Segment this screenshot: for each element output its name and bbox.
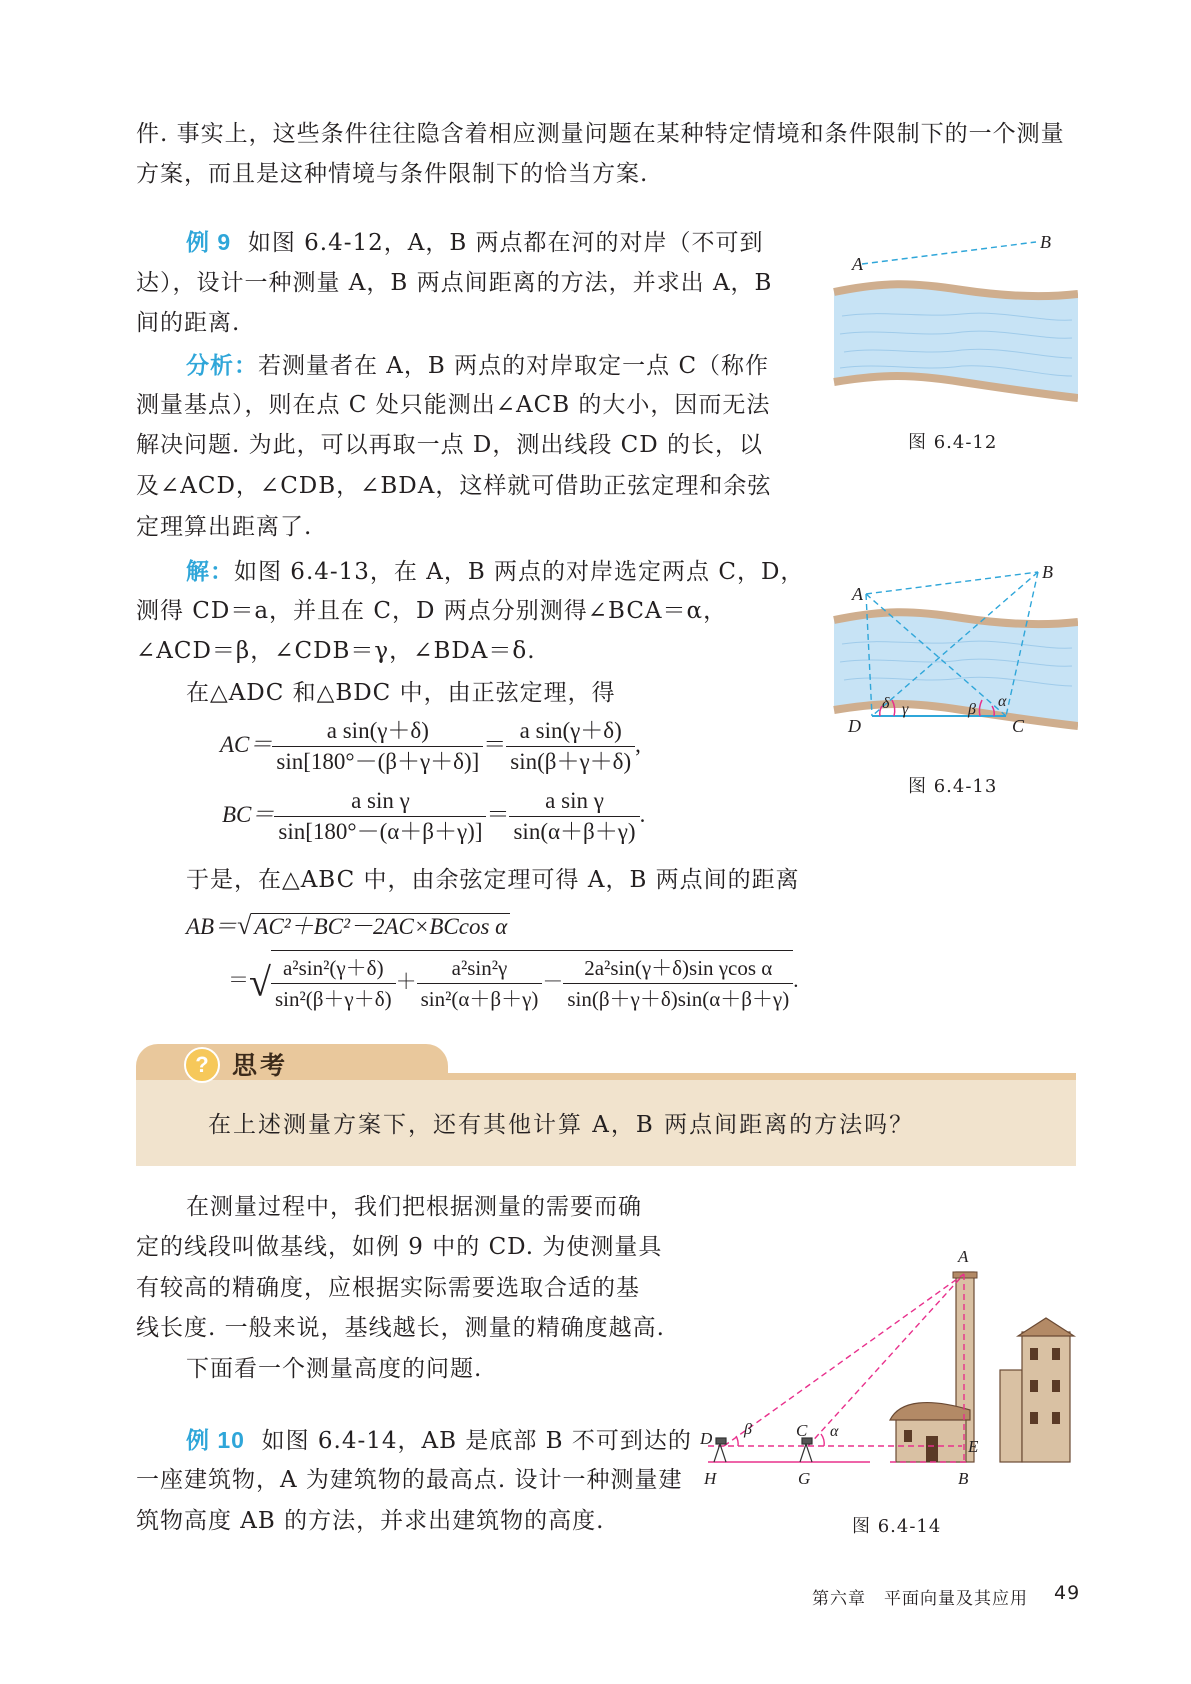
label-delta: δ	[882, 695, 890, 712]
label-E: E	[968, 1437, 979, 1456]
example10-text: 如图 6.4-14，AB 是底部 B 不可到达的	[261, 1428, 692, 1454]
label-A: A	[958, 1247, 969, 1266]
baseline-line2: 定的线段叫做基线，如例 9 中的 CD. 为使测量具	[136, 1234, 663, 1260]
analysis-label: 分析：	[186, 352, 258, 378]
analysis-line4: 及∠ACD，∠CDB，∠BDA，这样就可借助正弦定理和余弦	[136, 473, 772, 499]
example9-line1	[186, 222, 764, 264]
label-D: D	[700, 1429, 713, 1448]
baseline-line1: 在测量过程中，我们把根据测量的需要而确	[186, 1194, 642, 1220]
label-alpha: α	[998, 693, 1007, 710]
term1: $\frac{\text{a²sin²(γ＋δ)}}{\text{sin²(β＋γ＋δ)}}$	[271, 953, 396, 1014]
figure-6-4-13	[822, 560, 1078, 755]
solution-line4: 在△ADC 和△BDC 中，由正弦定理，得	[186, 680, 616, 706]
label-alpha: α	[830, 1423, 839, 1440]
solution-text: 如图 6.4-13，在 A，B 两点的对岸选定两点 C，D，	[234, 559, 805, 585]
ac-formula: AC＝ $\frac{\text{a sin(γ＋δ)}}{\sin[180^\circ-(\beta+\gamma+\delta)]}$ ＝ $\frac{\text{a sin(γ＋δ)}}{\sin(\beta+\gamma+\delta)}$ ,	[220, 716, 641, 777]
ab-lhs: AB＝	[186, 914, 238, 939]
label-A: A	[852, 254, 863, 274]
bc-frac1: $\frac{\text{a sin γ}}{\sin[180^\circ-(\alpha+\beta+\gamma)]}$	[274, 786, 486, 847]
solution-label: 解：	[186, 558, 234, 584]
baseline-line5: 下面看一个测量高度的问题.	[186, 1356, 483, 1382]
ac-frac1: $\frac{\text{a sin(γ＋δ)}}{\sin[180^\circ-(\beta+\gamma+\delta)]}$	[272, 716, 483, 777]
analysis-line3: 解决问题. 为此，可以再取一点 D，测出线段 CD 的长，以	[136, 432, 764, 458]
term2: $\frac{\text{a²sin²γ}}{\text{sin²(α＋β＋γ)}}$	[417, 953, 543, 1014]
bc-formula: BC＝ $\frac{\text{a sin γ}}{\sin[180^\circ-(\alpha+\beta+\gamma)]}$ ＝ $\frac{\text{a sin γ}}{\sin(\alpha+\beta+\gamma)}$ .	[222, 786, 645, 847]
question-icon: ?	[184, 1047, 220, 1083]
solution-line5: 于是，在△ABC 中，由余弦定理可得 A，B 两点间的距离	[186, 867, 800, 893]
figure-6-4-14	[700, 1240, 1080, 1490]
page-number: 49	[1054, 1582, 1081, 1604]
think-text: 在上述测量方案下，还有其他计算 A，B 两点间距离的方法吗？	[208, 1112, 915, 1138]
analysis-line2: 测量基点），则在点 C 处只能测出∠ACB 的大小，因而无法	[136, 392, 771, 418]
example10-line1	[186, 1420, 692, 1462]
paragraph-line: 方案，而且是这种情境与条件限制下的恰当方案.	[136, 161, 649, 187]
analysis-line1	[186, 345, 769, 387]
label-gamma: γ	[902, 701, 909, 718]
figure-6-4-12	[822, 226, 1078, 416]
label-G: G	[798, 1469, 811, 1488]
example9-line2: 达），设计一种测量 A，B 两点间距离的方法，并求出 A，B	[136, 270, 773, 296]
solution-line2: 测得 CD＝a，并且在 C，D 两点分别测得∠BCA＝α，	[136, 598, 728, 624]
ac-frac2: $\frac{\text{a sin(γ＋δ)}}{\sin(\beta+\gamma+\delta)}$	[506, 716, 635, 777]
ab-dashed-line	[862, 242, 1036, 264]
figure-6-4-12-caption: 图 6.4-12	[908, 432, 998, 453]
term3: $\frac{\text{2a²sin(γ＋δ)sin γcos α}}{\sin(\beta+\gamma+\delta)\sin(\alpha+\beta+\gamma)}$	[563, 953, 793, 1014]
bc-frac2: $\frac{\text{a sin γ}}{\sin(\alpha+\beta+\gamma)}$	[509, 786, 639, 847]
example10-label: 例 10	[186, 1427, 245, 1453]
paragraph-line: 件. 事实上，这些条件往往隐含着相应测量问题在某种特定情境和条件限制下的一个测量	[136, 121, 1065, 147]
label-C: C	[1012, 716, 1025, 736]
label-H: H	[704, 1469, 717, 1488]
example9-text: 如图 6.4-12，A，B 两点都在河的对岸（不可到	[247, 230, 764, 256]
example9-line3: 间的距离.	[136, 310, 241, 336]
label-beta: β	[744, 1421, 752, 1438]
label-A: A	[852, 584, 863, 604]
ab-root: AC²＋BC²－2AC×BCcos α	[251, 913, 510, 939]
label-B: B	[1042, 562, 1053, 582]
footer-chapter: 第六章 平面向量及其应用	[812, 1589, 1028, 1609]
example10-line3: 筑物高度 AB 的方法，并求出建筑物的高度.	[136, 1508, 605, 1534]
think-title: 思考	[232, 1051, 289, 1080]
bc-lhs: BC＝	[222, 801, 275, 827]
analysis-text: 若测量者在 A，B 两点的对岸取定一点 C（称作	[258, 353, 770, 379]
label-beta: β	[968, 701, 976, 718]
figure-6-4-14-caption: 图 6.4-14	[852, 1516, 942, 1537]
solution-line1	[186, 551, 804, 593]
label-C: C	[796, 1421, 808, 1440]
ac-lhs: AC＝	[220, 731, 273, 757]
label-B: B	[1040, 232, 1051, 252]
example10-line2: 一座建筑物，A 为建筑物的最高点. 设计一种测量建	[136, 1467, 683, 1493]
baseline-line4: 线长度. 一般来说，基线越长，测量的精确度越高.	[136, 1315, 665, 1341]
baseline-line3: 有较高的精确度，应根据实际需要选取合适的基	[136, 1275, 640, 1301]
label-B: B	[958, 1469, 969, 1488]
ab-formula: AB＝√ AC²＋BC²－2AC×BCcos α	[186, 908, 510, 941]
example9-label: 例 9	[186, 229, 232, 255]
solution-line3: ∠ACD＝β，∠CDB＝γ，∠BDA＝δ.	[136, 638, 536, 664]
label-D: D	[848, 716, 861, 736]
analysis-line5: 定理算出距离了.	[136, 514, 313, 540]
ab-expanded: ＝√ $\frac{\text{a²sin²(γ＋δ)}}{\text{sin²(β＋γ＋δ)}}$ ＋ $\frac{\text{a²sin²γ}}{\text{sin²(α＋β＋γ)}}$ － $\frac{\text{2a²sin(γ＋δ)sin γcos α}}{\sin(\beta+\gamma+\delta)\sin(\alpha+\beta+\gamma)}$ .	[228, 950, 798, 1014]
figure-6-4-13-caption: 图 6.4-13	[908, 776, 998, 797]
